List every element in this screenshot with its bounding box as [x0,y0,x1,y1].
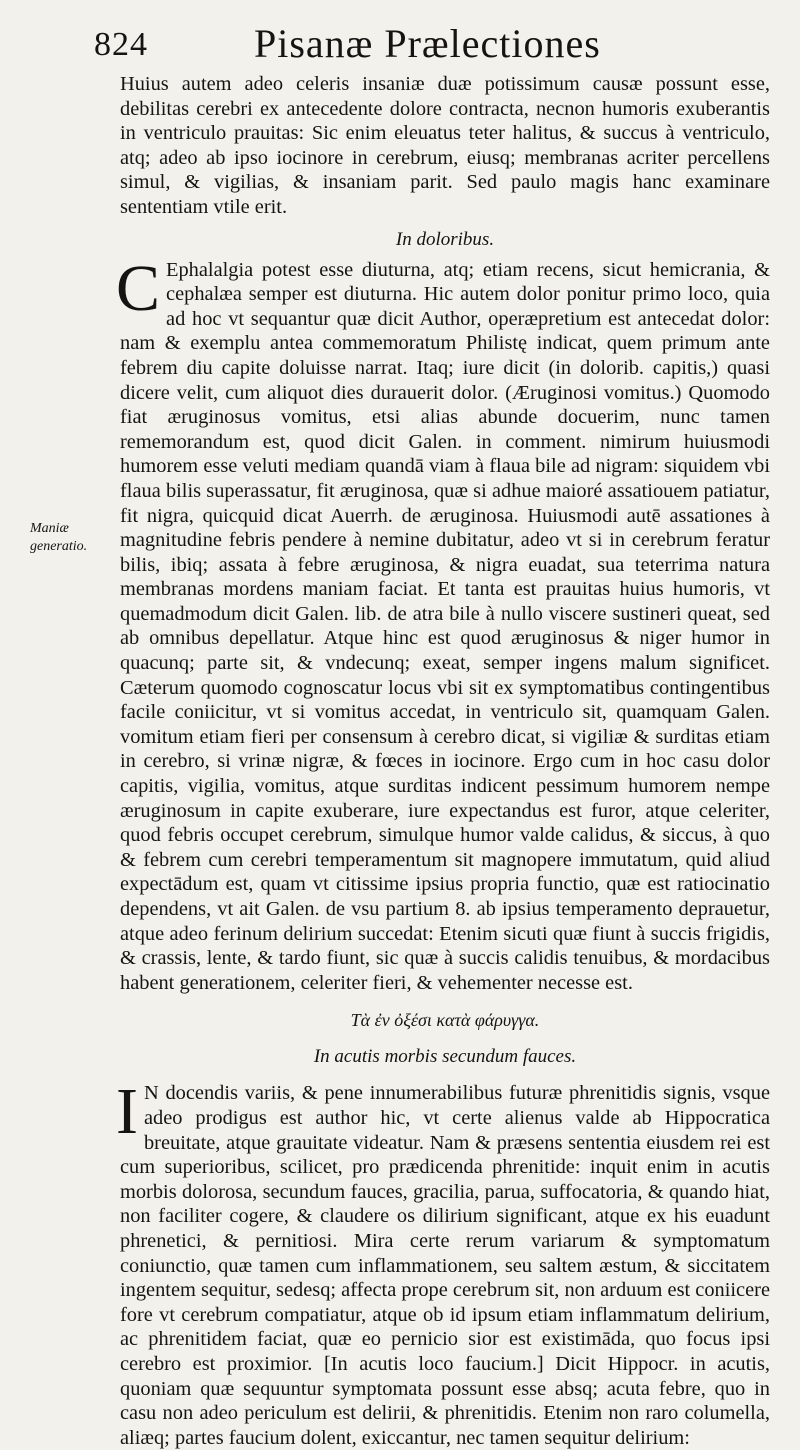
section-heading-in-doloribus: In doloribus. [395,228,495,250]
intro-paragraph: Huius autem adeo celeris insaniæ duæ potissimum causæ possunt esse, debilitas cerebri ex antecedente dolore contracta, necnon humoris exuberantis in ventriculo prauitas: Sic enim eleuatus teter halitus, & succus à ventriculo, atq; adeo ab ipso iocinore in cerebrum, eiusq; membranas acriter percellens simul, & vigilias, & insaniam parit. Sed paulo magis hanc examinare sententiam vtile erit. [120,73,770,218]
running-title: Pisanæ Prælectiones [254,21,601,66]
page-header [86,14,780,74]
page-number: 824 [94,26,148,63]
section-1-paragraph [116,251,770,996]
section-2-text: N docendis variis, & pene innumerabilibus futuræ phrenitidis signis, vsque adeo prodigus est author hic, vt certe alienus valde ab Hippocratica breuitate, atque grauitate videatur. Nam & præsens sententia eiusdem rei est cum superioribus, scilicet, pro prædicenda phrenitide: inquit enim in acutis morbis dolorosa, secundum fauces, gracilia, parua, suffocatoria, & quando hiat, non faciliter cogere, & claudere os dilirium significant, atque ex his euadunt phrenetici, & pernitiosi. Mira certe rerum variarum & symptomatum coniunctio, quæ tamen cum inflammationem, seu saltem æstum, & siccitatem ingentem sequitur, sedesq; affecta prope cerebrum sit, non arduum est coniicere fore vt cerebrum compatiatur, atque ob id ipsum etiam inflammatum delirium, ac phrenitidem faciat, quæ eo pernicio sior est existimāda, quo focus ipsi cerebro est proximior. [In acutis loco faucium.] Dicit Hippocr. in acutis, quoniam quæ sequuntur symptomata possunt esse absq; acuta febre, quo in casu non adeo periculum est delirii, & phrenitidis. Etenim non raro columella, aliæq; partes faucium dolent, exiccantur, nec tamen sequitur delirium: [120,1082,770,1449]
greek-heading: Τὰ ἐν ὀξέσι κατὰ φάρυγγα. [350,1010,540,1031]
section-1-text: Ephalalgia potest esse diuturna, atq; etiam recens, sicut hemicrania, & cephalæa semper est diuturna. Hic autem dolor ponitur primo loco, quia ad hoc vt sequantur quæ dicit Author, operæpretium est antecedat dolor: nam & exemplu antea commemoratum Philistę indicat, quem primum ante febrem diu capite doluisse narrat. Itaq; iure dicit (in dolorib. capitis,) quasi dicere velit, cum aliquot dies durauerit dolor. (Æruginosi vomitus.) Quomodo fiat æruginosus vomitus, etsi alias abunde docuerim, nunc tamen rememorandum est, quod dicit Galen. in comment. nimirum huiusmodi humorem esse veluti mediam quandā viam à flaua bile ad nigram: siquidem vbi flaua bilis superassatur, fit æruginosa, quæ si adhue maioré assatiouem patiatur, fit nigra, quicquid dicat Auerrh. de æruginosa. Huiusmodi autē assationes à magnitudine febris pendere à nemine dubitatur, adeo vt si in cerebrum feratur bilis, ibiq; assata à febre æruginosa, & nigra euadat, sua teterrima natura membranas mordens maniam faciat. Et tanta est prauitas huius humoris, vt quemadmodum dicit Galen. lib. de atra bile à nullo viscere sustineri queat, sed ab omnibus depellatur. Atque hinc est quod æruginosus & niger humor in quacunq; parte sit, & vndecunq; exeat, semper ingens malum significet. Cæterum quomodo cognoscatur locus vbi sit ex symptomatibus contingentibus facile coniicitur, vt si vomitus accedat, in ventriculo sit, quamquam Galen. vomitum etiam fieri per consensum à cerebro dicat, si vigiliæ & surditas etiam in cerebro, si vrinæ nigræ, & fœces in iocinore. Ergo cum in hoc casu dolor capitis, vigilia, vomitus, atque surditas indicent pessimum humorem nempe æruginosum in capite exuberare, iure expectandus est furor, atque celeriter, quod febris occupet cerebrum, simulque humor valde calidus, & siccus, à quo & febrem cum cerebri temperamentum sit magnopere immutatum, quid aliud expectādum est, quam vt citissime ipsius propria functio, quæ est ratiocinatio dependens, vt ait Galen. de vsu partium 8. ab ipsius temperamento deprauetur, atque adeo ferinum delirium succedat: Etenim sicuti quæ fiunt à succis frigidis, & crassis, lente, & tardo fiunt, sic quæ à succis calidis tenuibus, & mordacibus habent generationem, celeriter fieri, & vehementer necesse est. [120,258,770,994]
drop-cap-c: C [116,251,161,325]
section-heading-in-acutis: In acutis morbis secundum fauces. [313,1046,577,1068]
section-2-paragraph [116,1075,770,1450]
body-text [116,72,770,1450]
drop-cap-i: I [116,1075,138,1149]
margin-note: Maniæ generatio. [30,521,88,554]
